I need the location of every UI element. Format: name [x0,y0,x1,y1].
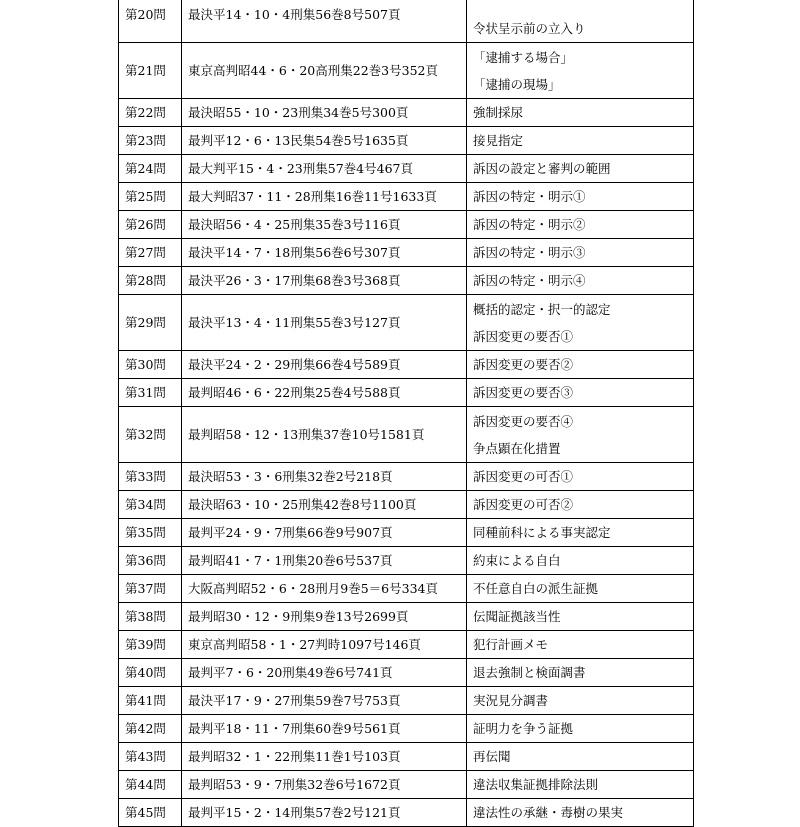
case-citation: 最決平13・4・11刑集55巻3号127頁 [182,295,467,351]
table-row [119,295,694,351]
case-citation: 最大判昭37・11・28刑集16巻11号1633頁 [182,183,467,211]
question-number: 第44問 [119,771,182,799]
question-number: 第35問 [119,519,182,547]
table-row [119,43,694,99]
table-row [119,631,694,659]
table-row [119,547,694,575]
case-topic-cell: 訴因変更の要否② [467,351,694,379]
case-table [118,0,694,827]
table-row [119,379,694,407]
case-topic-cell: 訴因の設定と審判の範囲 [467,155,694,183]
case-topic: 訴因変更の要否① [473,328,574,344]
case-topic-cell: 訴因の特定・明示② [467,211,694,239]
case-citation: 最決平14・10・4刑集56巻8号507頁 [182,0,467,43]
question-number: 第31問 [119,379,182,407]
table-row [119,687,694,715]
case-topic-cell: 訴因の特定・明示④ [467,267,694,295]
table-row [119,183,694,211]
question-number: 第45問 [119,799,182,827]
table-row [119,267,694,295]
table-row [119,491,694,519]
case-citation: 最決昭53・3・6刑集32巻2号218頁 [182,463,467,491]
case-topic: 令状呈示前の立入り [473,20,586,36]
question-number: 第40問 [119,659,182,687]
question-number: 第36問 [119,547,182,575]
question-number: 第34問 [119,491,182,519]
question-number: 第22問 [119,99,182,127]
case-topic-cell: 証明力を争う証拠 [467,715,694,743]
case-citation: 最判平18・11・7刑集60巻9号561頁 [182,715,467,743]
case-table-body [119,0,694,827]
question-number: 第29問 [119,295,182,351]
case-topic [473,0,693,15]
question-number: 第25問 [119,183,182,211]
table-row [119,659,694,687]
case-citation: 最判平12・6・13民集54巻5号1635頁 [182,127,467,155]
case-citation: 最判平24・9・7刑集66巻9号907頁 [182,519,467,547]
question-number: 第26問 [119,211,182,239]
case-topic: 訴因変更の要否④ [473,413,574,429]
question-number: 第38問 [119,603,182,631]
table-row [119,99,694,127]
case-topic-cell [467,0,694,43]
case-citation: 最判昭58・12・13刑集37巻10号1581頁 [182,407,467,463]
table-row [119,743,694,771]
case-topic-cell: 強制採尿 [467,99,694,127]
case-topic: 「逮捕の現場」 [473,76,561,92]
case-citation: 東京高判昭58・1・27判時1097号146頁 [182,631,467,659]
question-number: 第33問 [119,463,182,491]
case-topic-cell: 訴因の特定・明示③ [467,239,694,267]
table-row [119,239,694,267]
case-topic: 争点顕在化措置 [473,440,561,456]
case-topic-cell: 約束による自白 [467,547,694,575]
case-citation: 大阪高判昭52・6・28刑月9巻5＝6号334頁 [182,575,467,603]
question-number: 第27問 [119,239,182,267]
table-row [119,799,694,827]
case-topic-cell: 実況見分調書 [467,687,694,715]
table-row [119,771,694,799]
question-number: 第21問 [119,43,182,99]
question-number: 第23問 [119,127,182,155]
case-citation: 最決平17・9・27刑集59巻7号753頁 [182,687,467,715]
table-row [119,463,694,491]
question-number: 第43問 [119,743,182,771]
table-row [119,603,694,631]
table-row [119,155,694,183]
case-topic-cell: 退去強制と検面調書 [467,659,694,687]
case-topic-cell [467,407,694,463]
case-topic-cell: 違法性の承継・毒樹の果実 [467,799,694,827]
case-topic-cell: 訴因変更の要否③ [467,379,694,407]
case-topic-cell: 違法収集証拠排除法則 [467,771,694,799]
case-citation: 最決平14・7・18刑集56巻6号307頁 [182,239,467,267]
question-number: 第28問 [119,267,182,295]
case-citation: 最判昭30・12・9刑集9巻13号2699頁 [182,603,467,631]
case-citation: 最判昭46・6・22刑集25巻4号588頁 [182,379,467,407]
case-citation: 東京高判昭44・6・20高刑集22巻3号352頁 [182,43,467,99]
case-topic-cell: 訴因の特定・明示① [467,183,694,211]
case-citation: 最判昭41・7・1刑集20巻6号537頁 [182,547,467,575]
case-topic-cell: 訴因変更の可否① [467,463,694,491]
case-topic: 「逮捕する場合」 [473,49,574,65]
case-topic-cell: 訴因変更の可否② [467,491,694,519]
case-topic-cell [467,43,694,99]
case-topic-cell: 犯行計画メモ [467,631,694,659]
case-citation: 最判昭32・1・22刑集11巻1号103頁 [182,743,467,771]
case-citation: 最決平24・2・29刑集66巻4号589頁 [182,351,467,379]
table-row [119,575,694,603]
table-row [119,211,694,239]
case-citation: 最判昭53・9・7刑集32巻6号1672頁 [182,771,467,799]
table-row [119,715,694,743]
case-citation: 最決昭56・4・25刑集35巻3号116頁 [182,211,467,239]
table-row [119,407,694,463]
table-row [119,127,694,155]
question-number: 第20問 [119,0,182,43]
question-number: 第24問 [119,155,182,183]
case-citation: 最判平7・6・20刑集49巻6号741頁 [182,659,467,687]
question-number: 第32問 [119,407,182,463]
case-topic-cell: 接見指定 [467,127,694,155]
table-row [119,0,694,43]
case-citation: 最決平26・3・17刑集68巻3号368頁 [182,267,467,295]
case-topic-cell [467,295,694,351]
case-topic-cell: 同種前科による事実認定 [467,519,694,547]
case-topic-cell: 再伝聞 [467,743,694,771]
case-citation: 最決昭63・10・25刑集42巻8号1100頁 [182,491,467,519]
case-citation: 最判平15・2・14刑集57巻2号121頁 [182,799,467,827]
case-citation: 最決昭55・10・23刑集34巻5号300頁 [182,99,467,127]
case-topic: 概括的認定・択一的認定 [473,301,611,317]
question-number: 第41問 [119,687,182,715]
question-number: 第37問 [119,575,182,603]
table-row [119,519,694,547]
case-topic-cell: 不任意自白の派生証拠 [467,575,694,603]
table-row [119,351,694,379]
question-number: 第30問 [119,351,182,379]
question-number: 第42問 [119,715,182,743]
case-citation: 最大判平15・4・23刑集57巻4号467頁 [182,155,467,183]
case-topic-cell: 伝聞証拠該当性 [467,603,694,631]
question-number: 第39問 [119,631,182,659]
